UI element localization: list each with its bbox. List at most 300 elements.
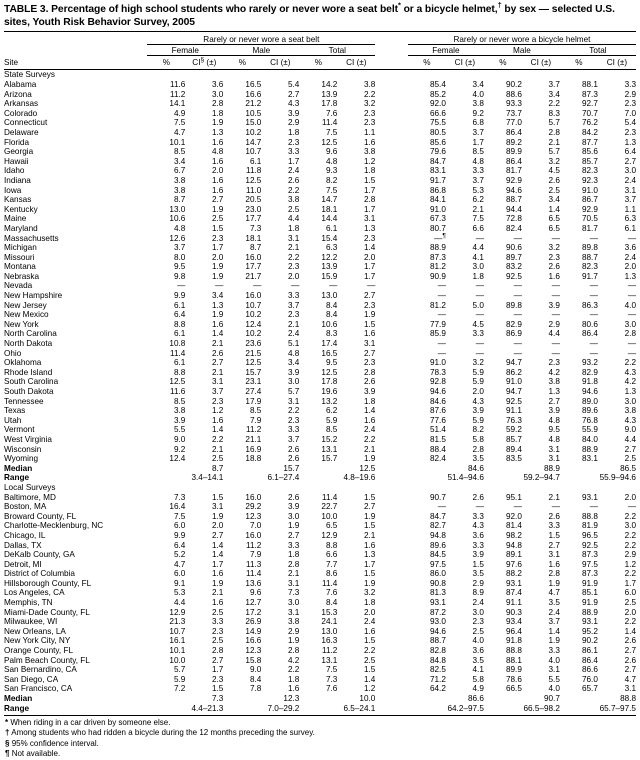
cell-sb-male-ci: 3.1 <box>287 233 300 243</box>
cell-sb-male-ci: 3.7 <box>287 434 300 444</box>
table-row[interactable] <box>4 377 636 387</box>
cell-sb-female-pct: 9.1 <box>173 578 186 588</box>
table-row[interactable] <box>4 195 636 205</box>
group-gap <box>375 349 408 359</box>
cell-bh-male-pct: 88.2 <box>505 569 522 579</box>
cell-bh-total-ci: 4.7 <box>624 674 636 684</box>
cell-bh-male-pct: 78.6 <box>505 674 522 684</box>
cell-bh-total-ci: 2.6 <box>624 655 636 665</box>
footnote-text: Not available. <box>11 749 61 759</box>
cell-sb-total-pct: 15.2 <box>321 434 338 444</box>
cell-bh-male-pct: 97.6 <box>505 559 522 569</box>
cell-sb-total-ci: 2.5 <box>363 655 376 665</box>
cell-bh-female-pct: 77.6 <box>429 415 446 425</box>
cell-sb-female-ci: 1.6 <box>211 569 224 579</box>
table-row[interactable] <box>4 329 636 339</box>
table-row[interactable] <box>4 598 636 608</box>
cell-bh-total-ci: 3.1 <box>624 185 636 195</box>
cell-sb-male-pct: 17.2 <box>245 607 262 617</box>
cell-sb-male-pct: 14.9 <box>245 626 262 636</box>
cell-bh-male-ci: 2.1 <box>548 492 560 502</box>
table-row[interactable] <box>4 109 636 119</box>
table-row[interactable] <box>4 224 636 234</box>
row-label-site: District of Columbia <box>4 569 75 579</box>
cell-bh-male-ci: — <box>551 281 560 291</box>
cell-bh-male-ci: 3.2 <box>548 243 560 253</box>
table-row[interactable] <box>4 234 636 244</box>
table-row[interactable] <box>4 646 636 656</box>
cell-sb-total-pct: 7.3 <box>325 674 338 684</box>
group-gap <box>375 281 408 291</box>
cell-sb-total-pct: 17.8 <box>321 377 338 387</box>
column-header-bh-female-pct: % <box>423 58 431 68</box>
cell-sb-total-ci: 2.3 <box>363 108 376 118</box>
cell-bh-total-ci: 6.3 <box>624 214 636 224</box>
table-row[interactable] <box>4 90 636 100</box>
cell-bh-female-pct: 93.1 <box>429 598 446 608</box>
cell-bh-male-ci: 2.2 <box>548 99 560 109</box>
cell-bh-male-ci: 5.7 <box>548 118 560 128</box>
cell-sb-male-pct: 20.5 <box>245 195 262 205</box>
cell-bh-male-pct: 88.1 <box>505 655 522 665</box>
table-row[interactable] <box>4 531 636 541</box>
cell-sb-male-pct: 10.2 <box>245 127 262 137</box>
table-row[interactable] <box>4 636 636 646</box>
ci-text: CI <box>192 58 201 68</box>
cell-bh-total-pct: 92.7 <box>581 99 598 109</box>
summary-row-state-range <box>4 473 636 483</box>
row-label-site: Kentucky <box>4 204 38 214</box>
table-row[interactable] <box>4 569 636 579</box>
table-row[interactable] <box>4 368 636 378</box>
group-gap <box>375 90 408 100</box>
table-row[interactable] <box>4 512 636 522</box>
cell-sb-total-ci: 1.2 <box>363 684 376 694</box>
group-gap <box>375 310 408 320</box>
cell-bh-total-ci: — <box>627 233 636 243</box>
cell-bh-total-pct: 90.2 <box>581 636 598 646</box>
cell-bh-male-pct: 83.2 <box>505 262 522 272</box>
cell-bh-female-pct: 82.4 <box>429 454 446 464</box>
cell-bh-total-ci: 4.0 <box>624 300 636 310</box>
cell-sb-total-pct: 6.5 <box>325 521 338 531</box>
row-label-site: Miami-Dade County, FL <box>4 607 90 617</box>
cell-sb-total-ci: 1.7 <box>363 204 376 214</box>
cell-sb-male-pct: 16.9 <box>245 444 262 454</box>
cell-sb-female: 3.4–14.1 <box>191 473 224 483</box>
cell-bh-male-ci: 2.9 <box>548 319 560 329</box>
table-row[interactable] <box>4 656 636 666</box>
table-row[interactable] <box>4 310 636 320</box>
cell-sb-total-ci: 1.9 <box>363 310 376 320</box>
table-bottom-rule <box>4 713 636 715</box>
table-row[interactable] <box>4 186 636 196</box>
cell-sb-female-ci: 2.1 <box>211 588 224 598</box>
cell-sb-total-pct: 9.6 <box>325 147 338 157</box>
cell-sb-female-pct: 6.7 <box>173 166 186 176</box>
cell-sb-total-ci: 1.6 <box>363 540 376 550</box>
cell-sb-total-pct: 7.6 <box>325 684 338 694</box>
cell-bh-total-pct: 93.2 <box>581 358 598 368</box>
title-text-part3: by sex — selected U.S. sites, Youth Risk Behavior Survey, 2005 <box>4 4 615 29</box>
cell-bh-total-pct: — <box>589 310 598 320</box>
cell-sb-female-pct: 6.4 <box>173 310 186 320</box>
table-row[interactable] <box>4 675 636 685</box>
cell-sb-male: 6.1–27.4 <box>267 473 300 483</box>
cell-bh-female-ci: — <box>475 233 484 243</box>
cell-bh-female-ci: 4.0 <box>472 636 484 646</box>
cell-bh-total-pct: 55.9 <box>581 425 598 435</box>
title-text-part1: TABLE 3. Percentage of high school students who rarely or never wore a seat belt <box>4 4 398 15</box>
cell-sb-female-pct: 11.2 <box>170 89 186 99</box>
column-header-bh-male-ci: CI (±) <box>530 58 552 68</box>
table-row[interactable] <box>4 128 636 138</box>
cell-sb-total-ci: 1.8 <box>363 598 376 608</box>
cell-sb-female-ci: 1.9 <box>211 310 224 320</box>
cell-sb-total-ci: 1.4 <box>363 243 376 253</box>
cell-bh-total: 86.5 <box>620 463 636 473</box>
cell-sb-male-pct: 14.7 <box>245 137 262 147</box>
cell-sb-female-pct: 12.6 <box>169 233 186 243</box>
cell-sb-total-pct: 8.4 <box>325 598 338 608</box>
row-label-site: Kansas <box>4 195 32 205</box>
title-footnote-mark-2: † <box>497 0 502 10</box>
row-label-summary: Range <box>4 703 30 713</box>
cell-sb-total-pct: 11.2 <box>322 646 338 656</box>
cell-bh-total: 88.8 <box>620 694 636 703</box>
cell-sb-female-pct: 3.8 <box>173 185 186 195</box>
cell-bh-male-pct: 94.7 <box>505 358 522 368</box>
table-row[interactable] <box>4 627 636 637</box>
row-label-site: Oklahoma <box>4 358 42 368</box>
cell-sb-female-ci: 2.3 <box>211 626 224 636</box>
cell-bh-total-ci: 2.9 <box>624 550 636 560</box>
cell-sb-female-pct: 11.6 <box>170 387 186 396</box>
cell-sb-female-ci: 2.2 <box>211 434 224 444</box>
cell-sb-male-ci: 1.9 <box>287 636 300 646</box>
footnotes-block <box>4 718 636 760</box>
group-gap <box>375 339 408 349</box>
cell-sb-total-ci: 1.5 <box>363 636 376 646</box>
group-gap <box>375 416 408 426</box>
table-row[interactable] <box>4 406 636 416</box>
cell-bh-female-pct: 79.6 <box>429 147 446 157</box>
cell-bh-total-ci: 2.4 <box>624 252 636 262</box>
cell-sb-female-pct: 6.1 <box>173 300 186 310</box>
cell-bh-female-pct: — <box>437 291 446 301</box>
cell-bh-male-pct: — <box>513 310 522 320</box>
table-row[interactable] <box>4 272 636 282</box>
cell-bh-male-pct: — <box>513 233 522 243</box>
cell-sb-male: 7.0–29.2 <box>267 703 300 713</box>
cell-sb-female-ci: 1.9 <box>211 511 224 521</box>
group-gap <box>375 109 408 119</box>
table-row[interactable] <box>4 253 636 263</box>
cell-sb-male-ci: 2.9 <box>287 118 300 128</box>
cell-bh-total-pct: 81.7 <box>581 223 598 233</box>
cell-bh-female-ci: 5.8 <box>472 434 484 444</box>
cell-sb-male-pct: 18.1 <box>245 233 262 243</box>
table-row[interactable] <box>4 99 636 109</box>
cell-sb-female-pct: 9.2 <box>173 444 186 454</box>
cell-sb-female-ci: 1.5 <box>211 492 224 502</box>
cell-bh-female-pct: 67.3 <box>429 214 446 224</box>
table-row[interactable] <box>4 243 636 253</box>
table-row[interactable] <box>4 588 636 598</box>
cell-sb-total-ci: 2.0 <box>363 252 376 262</box>
cell-sb-female-ci: 1.6 <box>211 156 224 166</box>
cell-bh-female-pct: 78.3 <box>429 367 446 377</box>
cell-sb-female-pct: 10.7 <box>169 626 186 636</box>
row-label-site: Detroit, MI <box>4 559 42 569</box>
cell-sb-male-pct: 18.8 <box>245 454 262 464</box>
table-row[interactable] <box>4 541 636 551</box>
cell-bh-female-pct: 81.2 <box>429 262 446 272</box>
cell-sb-female-ci: 1.4 <box>211 540 224 550</box>
table-row[interactable] <box>4 166 636 176</box>
cell-bh-male-pct: 89.7 <box>505 252 522 262</box>
cell-bh-female-ci: 5.0 <box>472 300 484 310</box>
cell-bh-female-pct: 90.9 <box>429 271 446 281</box>
cell-bh-total-pct: 92.3 <box>581 175 598 185</box>
cell-bh-female-ci: 5.9 <box>472 367 484 377</box>
cell-sb-total-pct: 24.1 <box>321 617 338 627</box>
cell-bh-female-pct: 71.2 <box>429 674 446 684</box>
cell-bh-total-ci: 1.7 <box>624 578 636 588</box>
cell-sb-female-ci: 2.0 <box>211 166 224 176</box>
cell-bh-male-pct: 83.5 <box>505 454 522 464</box>
table-row[interactable] <box>4 80 636 90</box>
cell-sb-female-ci: 1.9 <box>211 262 224 272</box>
table-body <box>4 70 636 713</box>
cell-sb-female-pct: 8.0 <box>173 252 186 262</box>
table-row[interactable] <box>4 291 636 301</box>
table-row[interactable] <box>4 176 636 186</box>
cell-bh-male-pct: 90.2 <box>505 80 522 89</box>
cell-sb-male-ci: 2.7 <box>287 89 300 99</box>
cell-bh-female-ci: 3.5 <box>472 454 484 464</box>
cell-bh-total-pct: 89.0 <box>581 396 598 406</box>
cell-bh-male-pct: 89.8 <box>505 300 522 310</box>
cell-sb-male-pct: 15.0 <box>245 118 262 128</box>
cell-bh-total-pct: 95.2 <box>581 626 598 636</box>
group-gap <box>375 186 408 196</box>
table-row[interactable] <box>4 214 636 224</box>
subheader-helmet-total: Total <box>560 45 636 56</box>
cell-bh-female-pct: 89.6 <box>429 540 446 550</box>
group-gap <box>375 636 408 646</box>
table-row[interactable] <box>4 560 636 570</box>
table-row[interactable] <box>4 416 636 426</box>
group-gap <box>375 531 408 541</box>
cell-bh-male-pct: 59.2 <box>505 425 522 435</box>
cell-bh-female-ci: 4.1 <box>472 252 484 262</box>
cell-bh-male-ci: — <box>551 310 560 320</box>
cell-sb-female-ci: 2.1 <box>211 339 224 349</box>
row-label-site: Ohio <box>4 348 22 358</box>
cell-bh-female-ci: 2.6 <box>472 492 484 502</box>
cell-bh-female-pct: 92.8 <box>429 377 446 387</box>
table-row[interactable] <box>4 608 636 618</box>
table-row[interactable] <box>4 550 636 560</box>
table-row[interactable] <box>4 521 636 531</box>
section-header-local-surveys: Local Surveys <box>4 482 56 492</box>
row-label-site: Colorado <box>4 108 38 118</box>
cell-bh-female-pct: 93.0 <box>429 617 446 627</box>
cell-sb-total-pct: 5.9 <box>325 415 338 425</box>
cell-bh-male-ci: 2.7 <box>548 396 560 406</box>
row-label-site: Baltimore, MD <box>4 492 56 502</box>
table-row[interactable] <box>4 349 636 359</box>
cell-bh-female-ci: 3.3 <box>472 511 484 521</box>
cell-bh-total: 65.7–97.5 <box>599 703 636 713</box>
cell-sb-female-pct: 11.6 <box>170 80 186 89</box>
cell-sb-male-ci: 2.6 <box>287 175 300 185</box>
cell-sb-total-ci: 2.3 <box>363 118 376 128</box>
cell-sb-female-ci: — <box>215 281 224 291</box>
cell-sb-total-ci: 1.6 <box>363 415 376 425</box>
table-row[interactable] <box>4 617 636 627</box>
cell-bh-total-ci: 2.3 <box>624 127 636 137</box>
cell-bh-male: 66.5–98.2 <box>523 703 560 713</box>
cell-bh-female-ci: 8.5 <box>472 147 484 157</box>
cell-bh-male-ci: 3.4 <box>548 89 560 99</box>
row-label-site: Idaho <box>4 166 25 176</box>
cell-bh-female-ci: 2.3 <box>472 617 484 627</box>
cell-bh-male-pct: 94.8 <box>505 540 522 550</box>
table-row[interactable] <box>4 579 636 589</box>
table-row[interactable] <box>4 454 636 464</box>
table-row[interactable] <box>4 320 636 330</box>
table-row[interactable] <box>4 493 636 503</box>
group-header-seatbelt: Rarely or never wore a seat belt <box>147 34 375 45</box>
cell-bh-total-ci: 3.0 <box>624 319 636 329</box>
cell-sb-total-ci: 2.2 <box>363 434 376 444</box>
table-row[interactable] <box>4 684 636 694</box>
table-row[interactable] <box>4 262 636 272</box>
table-row[interactable] <box>4 445 636 455</box>
cell-sb-female-pct: 12.9 <box>169 607 186 617</box>
cell-sb-female-pct: 3.8 <box>173 175 186 185</box>
row-label-site: Maryland <box>4 223 38 233</box>
cell-bh-female-ci: 4.3 <box>472 396 484 406</box>
group-gap <box>375 521 408 531</box>
cell-sb-male-pct: 9.0 <box>249 665 262 675</box>
group-gap <box>375 138 408 148</box>
cell-sb-female-pct: 12.4 <box>169 454 186 464</box>
cell-sb-male-pct: 23.1 <box>245 377 262 387</box>
cell-bh-total-pct: 88.8 <box>581 511 598 521</box>
cell-sb-total-ci: 3.9 <box>363 387 376 396</box>
table-row[interactable] <box>4 358 636 368</box>
group-gap <box>375 224 408 234</box>
cell-bh-total-ci: 2.6 <box>624 636 636 646</box>
cell-bh-female-pct: 64.2 <box>429 684 446 694</box>
cell-sb-total-pct: 4.8 <box>325 156 338 166</box>
table-row[interactable] <box>4 425 636 435</box>
table-row[interactable] <box>4 301 636 311</box>
cell-sb-total-pct: 7.7 <box>325 559 338 569</box>
table-row[interactable] <box>4 118 636 128</box>
row-label-site: New Hampshire <box>4 291 63 301</box>
row-label-site: Indiana <box>4 175 31 185</box>
cell-sb-female-pct: 6.4 <box>173 540 186 550</box>
cell-bh-total-pct: 86.3 <box>581 300 598 310</box>
cell-bh-male-ci: — <box>551 291 560 301</box>
cell-bh-female-ci: 9.2 <box>472 108 484 118</box>
table-row[interactable] <box>4 502 636 512</box>
cell-bh-total-ci: 4.3 <box>624 367 636 377</box>
cell-bh-male-pct: 77.0 <box>505 118 522 128</box>
cell-bh-male-pct: 82.4 <box>505 223 522 233</box>
cell-bh-female-pct: 90.7 <box>429 492 446 502</box>
table-row[interactable] <box>4 147 636 157</box>
group-gap <box>375 646 408 656</box>
table-row[interactable] <box>4 138 636 148</box>
cell-sb-female-ci: 2.5 <box>211 636 224 646</box>
cell-sb-male-ci: 3.3 <box>287 291 300 301</box>
cell-sb-female-ci: 2.5 <box>211 607 224 617</box>
cell-sb-female-pct: 8.5 <box>173 396 186 406</box>
cell-sb-total-ci: 2.8 <box>363 195 376 205</box>
cell-sb-male-ci: 2.0 <box>287 271 300 281</box>
cell-bh-male-ci: 1.4 <box>548 626 560 636</box>
cell-sb-female-pct: 10.0 <box>169 655 186 665</box>
table-row[interactable] <box>4 435 636 445</box>
cell-sb-total-ci: 1.7 <box>363 271 376 281</box>
cell-sb-female-ci: 2.7 <box>211 655 224 665</box>
cell-sb-total-pct: 16.3 <box>321 636 338 646</box>
table-row[interactable] <box>4 339 636 349</box>
cell-bh-total-pct: 76.2 <box>581 118 598 128</box>
cell-bh-female-pct: 88.7 <box>429 636 446 646</box>
cell-bh-female-pct: 51.4 <box>429 425 446 435</box>
cell-sb-male-pct: 10.5 <box>245 108 262 118</box>
cell-sb-male-ci: 2.8 <box>287 559 300 569</box>
cell-bh-male-ci: 9.5 <box>548 425 560 435</box>
table-row[interactable] <box>4 665 636 675</box>
cell-bh-male-pct: — <box>513 502 522 512</box>
cell-bh-total-ci: — <box>627 281 636 291</box>
footnote-text: 95% confidence interval. <box>11 738 99 748</box>
cell-sb-total-pct: 8.2 <box>325 175 338 185</box>
cell-bh-total-pct: 86.1 <box>581 646 598 656</box>
cell-sb-female-pct: 9.0 <box>173 434 186 444</box>
cell-bh-female-pct: 85.6 <box>429 137 446 147</box>
cell-sb-male-ci: — <box>291 281 300 291</box>
table-row[interactable] <box>4 281 636 291</box>
table-row[interactable] <box>4 205 636 215</box>
cell-sb-total-ci: 2.7 <box>363 502 376 512</box>
cell-sb-total-pct: 13.0 <box>321 291 338 301</box>
cell-sb-female: 7.3 <box>211 694 224 703</box>
row-label-site: South Carolina <box>4 377 59 387</box>
table-row[interactable] <box>4 397 636 407</box>
cell-sb-female-ci: 4.8 <box>211 147 224 157</box>
cell-sb-male-pct: 16.0 <box>245 492 262 502</box>
cell-bh-total-pct: — <box>589 339 598 349</box>
cell-sb-female-pct: 12.5 <box>169 377 186 387</box>
table-row[interactable] <box>4 387 636 397</box>
cell-bh-male-ci: 2.8 <box>548 569 560 579</box>
cell-bh-total-ci: 3.7 <box>624 195 636 205</box>
cell-sb-female-pct: 7.3 <box>173 492 186 502</box>
cell-bh-female-pct: — <box>437 348 446 358</box>
cell-sb-total-ci: 1.5 <box>363 492 376 502</box>
table-row[interactable] <box>4 157 636 167</box>
cell-bh-total-ci: 2.2 <box>624 617 636 627</box>
cell-bh-male-pct: 94.6 <box>505 185 522 195</box>
